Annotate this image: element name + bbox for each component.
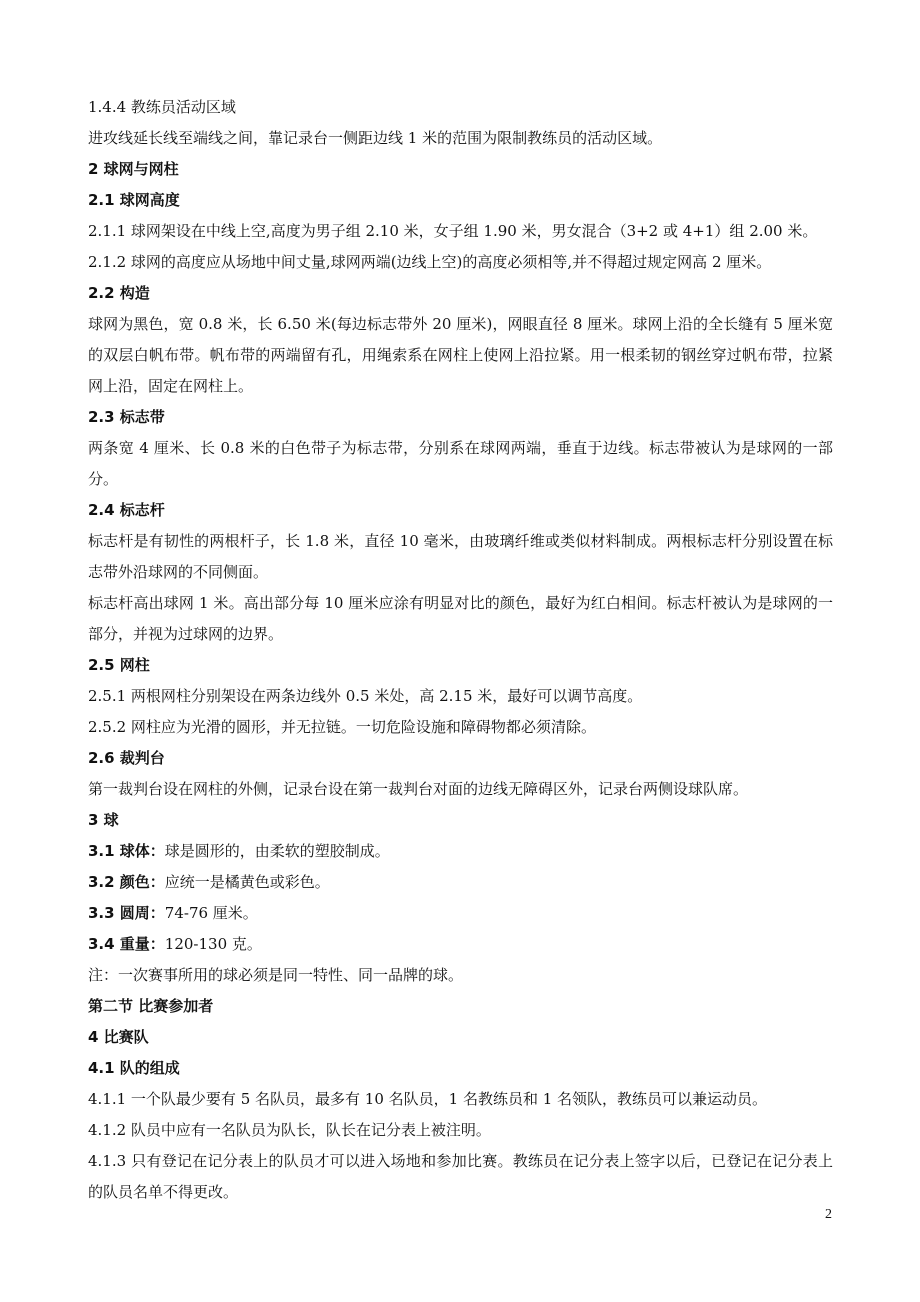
body-paragraph: 2.1.1 球网架设在中线上空,高度为男子组 2.10 米，女子组 1.90 米，男女混合（3+2 或 4+1）组 2.00 米。 — [88, 222, 818, 240]
spec-label: 3.3 圆周： — [88, 904, 165, 922]
spec-value: 120-130 克。 — [164, 935, 262, 953]
section-heading: 2.5 网柱 — [88, 656, 150, 674]
body-paragraph: 2.5.1 两根网柱分别架设在两条边线外 0.5 米处，高 2.15 米，最好可以调节高度。 — [88, 687, 643, 705]
section-heading: 2.3 标志带 — [88, 408, 165, 426]
ball-spec-line — [88, 836, 833, 867]
body-paragraph: 4.1.1 一个队最少要有 5 名队员，最多有 10 名队员，1 名教练员和 1 名领队，教练员可以兼运动员。 — [88, 1090, 768, 1108]
section-heading: 4.1 队的组成 — [88, 1059, 180, 1077]
section-heading: 4 比赛队 — [88, 1028, 149, 1046]
spec-value: 球是圆形的，由柔软的塑胶制成。 — [164, 842, 390, 860]
body-paragraph: 两条宽 4 厘米、长 0.8 米的白色带子为标志带，分别系在球网两端，垂直于边线。标志带被认为是球网的一部分。 — [88, 439, 833, 488]
body-paragraph: 2.5.2 网柱应为光滑的圆形，并无拉链。一切危险设施和障碍物都必须清除。 — [88, 718, 596, 736]
ball-spec-line — [88, 929, 833, 960]
spec-value: 应统一是橘黄色或彩色。 — [164, 873, 330, 891]
body-paragraph: 4.1.2 队员中应有一名队员为队长，队长在记分表上被注明。 — [88, 1121, 491, 1139]
body-paragraph: 2.1.2 球网的高度应从场地中间丈量,球网两端(边线上空)的高度必须相等,并不得超过规定网高 2 厘米。 — [88, 253, 772, 271]
section-heading: 3 球 — [88, 811, 119, 829]
spec-label: 3.4 重量： — [88, 935, 165, 953]
section-heading: 2.1 球网高度 — [88, 191, 180, 209]
spec-value: 74-76 厘米。 — [164, 904, 258, 922]
body-paragraph: 球网为黑色，宽 0.8 米，长 6.50 米(每边标志带外 20 厘米)，网眼直径 8 厘米。球网上沿的全长缝有 5 厘米宽的双层白帆布带。帆布带的两端留有孔，用绳索系在网柱上使网上沿拉紧。用一根柔韧的钢丝穿过帆布带，拉紧网上沿，固定在网柱上。 — [88, 315, 833, 395]
section-heading: 2.6 裁判台 — [88, 749, 165, 767]
spec-label: 3.1 球体： — [88, 842, 165, 860]
ball-spec-line — [88, 898, 833, 929]
section-heading: 2.2 构造 — [88, 284, 150, 302]
section-heading: 2 球网与网柱 — [88, 160, 179, 178]
document-body — [88, 92, 833, 1208]
body-paragraph: 进攻线延长线至端线之间，靠记录台一侧距边线 1 米的范围为限制教练员的活动区域。 — [88, 129, 663, 147]
body-paragraph: 标志杆高出球网 1 米。高出部分每 10 厘米应涂有明显对比的颜色，最好为红白相间。标志杆被认为是球网的一部分，并视为过球网的边界。 — [88, 594, 833, 643]
section-heading: 第二节 比赛参加者 — [88, 997, 214, 1015]
spec-label: 3.2 颜色： — [88, 873, 165, 891]
body-paragraph: 第一裁判台设在网柱的外侧，记录台设在第一裁判台对面的边线无障碍区外，记录台两侧设球队席。 — [88, 780, 749, 798]
ball-spec-line — [88, 867, 833, 898]
body-paragraph: 标志杆是有韧性的两根杆子，长 1.8 米，直径 10 毫米，由玻璃纤维或类似材料制成。两根标志杆分别设置在标志带外沿球网的不同侧面。 — [88, 532, 833, 581]
body-paragraph: 1.4.4 教练员活动区域 — [88, 98, 236, 116]
section-heading: 2.4 标志杆 — [88, 501, 165, 519]
body-paragraph: 注：一次赛事所用的球必须是同一特性、同一品牌的球。 — [88, 966, 464, 984]
page-number: 2 — [825, 1207, 832, 1222]
body-paragraph: 4.1.3 只有登记在记分表上的队员才可以进入场地和参加比赛。教练员在记分表上签字以后，已登记在记分表上的队员名单不得更改。 — [88, 1152, 833, 1201]
